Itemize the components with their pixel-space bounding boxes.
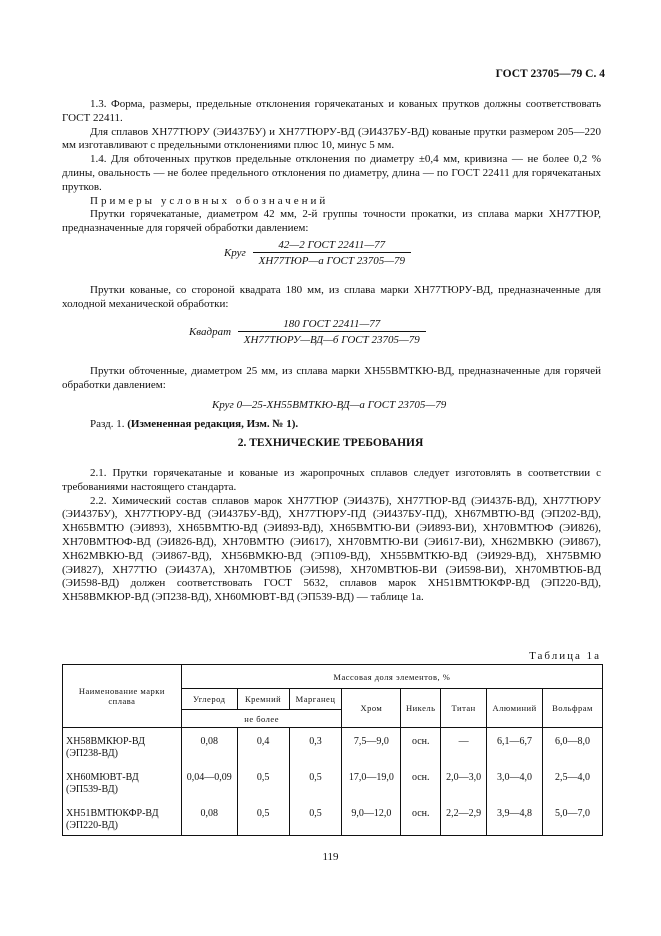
- row-1-nickel: осн.: [401, 728, 441, 764]
- revision-note-text: [62, 418, 601, 432]
- formula-circle: [224, 239, 411, 267]
- header-chromium: Хром: [342, 689, 401, 728]
- page-number: 119: [322, 851, 339, 863]
- example-2-block: [62, 284, 601, 312]
- row-3-silicon: 0,5: [237, 800, 289, 836]
- formula-1-label: Круг: [224, 247, 246, 259]
- row-3-nickel: осн.: [401, 800, 441, 836]
- formula-turned-circle: Круг 0—25-ХН55ВМТКЮ-ВД—а ГОСТ 23705—79: [212, 399, 447, 411]
- row-1-alloy: ХН58ВМКЮР-ВД (ЭП238-ВД): [63, 728, 182, 764]
- formula-1-numerator: 42—2 ГОСТ 22411—77: [253, 239, 411, 253]
- table-row: [63, 728, 603, 764]
- header-carbon: Углерод: [181, 689, 237, 710]
- formula-2-denominator: ХН77ТЮРУ—ВД—б ГОСТ 23705—79: [243, 334, 420, 346]
- composition-table: [62, 664, 603, 836]
- row-1-manganese: 0,3: [289, 728, 342, 764]
- row-3-manganese: 0,5: [289, 800, 342, 836]
- example-1-text: Прутки горячекатаные, диаметром 42 мм, 2-й группы точности прокатки, из сплава марки ХН77ТЮР, предназначенные для горячей обработки давлением:: [62, 208, 601, 235]
- row-2-alloy: ХН60МЮВТ-ВД (ЭП539-ВД): [63, 764, 182, 800]
- header-manganese: Марганец: [289, 689, 342, 710]
- formula-square: [189, 318, 426, 346]
- header-silicon: Кремний: [237, 689, 289, 710]
- row-2-nickel: осн.: [401, 764, 441, 800]
- row-3-aluminium: 3,9—4,8: [487, 800, 543, 836]
- revision-bold: (Измененная редакция, Изм. № 1).: [127, 418, 299, 430]
- row-3-titanium: 2,2—2,9: [441, 800, 487, 836]
- row-2-carbon: 0,04—0,09: [181, 764, 237, 800]
- example-2-text: Прутки кованые, со стороной квадрата 180 мм, из сплава марки ХН77ТЮРУ-ВД, предназначенные для холодной механической обработки:: [62, 284, 601, 310]
- paragraph-2-2: 2.2. Химический состав сплавов марок ХН77ТЮР (ЭИ437Б), ХН77ТЮР-ВД (ЭИ437Б-ВД), ХН77ТЮРУ (ЭИ437БУ), ХН77ТЮРУ-ВД (ЭИ437БУ-ВД), ХН77ТЮРУ-ПД (ЭИ437БУ-ПД), ХН67МВТЮ-ВД (ЭП202-ВД), ХН65ВМТЮ (ЭИ893), ХН65ВМТЮ-ВД (ЭИ893-ВД), ХН65ВМТЮ-ВИ (ЭИ893-ВИ), ХН70ВМТЮФ (ЭИ826), ХН70ВМТЮФ-ВД (ЭИ826-ВД), ХН70ВМТЮ (ЭИ617), ХН70ВМТЮ-ВИ (ЭИ617-ВИ), ХН62МВКЮ (ЭИ867), ХН62МВКЮ-ВД (ЭИ867-ВД), ХН56ВМКЮ-ВД (ЭП109-ВД), ХН55ВМТКЮ-ВД (ЭИ929-ВД), ХН75ВМЮ (ЭИ827), ХН77ТЮ (ЭИ437А), ХН70МВТЮБ (ЭИ598), ХН70МВТЮБ-ВИ (ЭИ598-ВИ), ХН70МВТЮБ-ВД (ЭИ598-ВД) должен соответствовать ГОСТ 5632, сплавов марок ХН51ВМТЮКФР-ВД (ЭП220-ВД), ХН58ВМКЮР-ВД (ЭП238-ВД), ХН60МЮВТ-ВД (ЭП539-ВД) — таблице 1а.: [62, 494, 601, 604]
- paragraph-1-3-alloys: Для сплавов ХН77ТЮРУ (ЭИ437БУ) и ХН77ТЮРУ-ВД (ЭИ437БУ-ВД) кованые прутки размером 205—220 мм изготавливают с предельными отклонениями плюс 10, минус 5 мм.: [62, 125, 601, 152]
- paragraph-1-4: 1.4. Для обточенных прутков предельные отклонения по диаметру ±0,4 мм, кривизна — не более 0,2 % длины, овальность — не более предельного отклонения по диаметру, длина — по ГОСТ 22411 для горячекатаных прутков.: [62, 153, 601, 193]
- paragraph-1-3: 1.3. Форма, размеры, предельные отклонения горячекатаных и кованых прутков должны соответствовать ГОСТ 22411.: [62, 98, 601, 124]
- row-1-tungsten: 6,0—8,0: [543, 728, 603, 764]
- formula-2-numerator: 180 ГОСТ 22411—77: [238, 318, 426, 332]
- row-1-carbon: 0,08: [181, 728, 237, 764]
- paragraph-2-1: 2.1. Прутки горячекатаные и кованые из жаропрочных сплавов следует изготовлять в соответствии с требованиями настоящего стандарта.: [62, 467, 601, 493]
- header-aluminium: Алюминий: [487, 689, 543, 728]
- row-3-carbon: 0,08: [181, 800, 237, 836]
- row-3-alloy: ХН51ВМТЮКФР-ВД (ЭП220-ВД): [63, 800, 182, 836]
- row-2-silicon: 0,5: [237, 764, 289, 800]
- header-mass-fraction: Массовая доля элементов, %: [181, 665, 602, 689]
- page-header: ГОСТ 23705—79 С. 4: [495, 68, 605, 80]
- row-3-tungsten: 5,0—7,0: [543, 800, 603, 836]
- revision-prefix: Разд. 1.: [90, 418, 125, 430]
- header-not-more-than: не более: [181, 710, 342, 728]
- section-2-title: 2. ТЕХНИЧЕСКИЕ ТРЕБОВАНИЯ: [237, 437, 424, 449]
- row-2-manganese: 0,5: [289, 764, 342, 800]
- table-row: [63, 800, 603, 836]
- section-1-text: [62, 98, 601, 236]
- header-tungsten: Вольфрам: [543, 689, 603, 728]
- revision-note: [62, 418, 601, 432]
- row-3-chromium: 9,0—12,0: [342, 800, 401, 836]
- formula-1-denominator: ХН77ТЮР—а ГОСТ 23705—79: [258, 255, 406, 267]
- examples-heading: Примеры условных обозначений: [90, 194, 329, 207]
- section-2-text: [62, 467, 601, 605]
- example-3-text: Прутки обточенные, диаметром 25 мм, из сплава марки ХН55ВМТКЮ-ВД, предназначенные для горячей обработки давлением:: [62, 365, 601, 391]
- row-1-chromium: 7,5—9,0: [342, 728, 401, 764]
- table-caption: Таблица 1а: [529, 650, 601, 662]
- formula-2-label: Квадрат: [189, 326, 232, 338]
- formula-2-fraction: [238, 318, 426, 346]
- row-1-aluminium: 6,1—6,7: [487, 728, 543, 764]
- formula-1-fraction: [253, 239, 411, 267]
- row-2-titanium: 2,0—3,0: [441, 764, 487, 800]
- example-3-block: [62, 365, 601, 393]
- table-row: [63, 764, 603, 800]
- row-1-silicon: 0,4: [237, 728, 289, 764]
- header-alloy-name: Наименование марки сплава: [63, 665, 182, 728]
- header-nickel: Никель: [401, 689, 441, 728]
- row-1-titanium: —: [441, 728, 487, 764]
- row-2-chromium: 17,0—19,0: [342, 764, 401, 800]
- row-2-aluminium: 3,0—4,0: [487, 764, 543, 800]
- row-2-tungsten: 2,5—4,0: [543, 764, 603, 800]
- header-titanium: Титан: [441, 689, 487, 728]
